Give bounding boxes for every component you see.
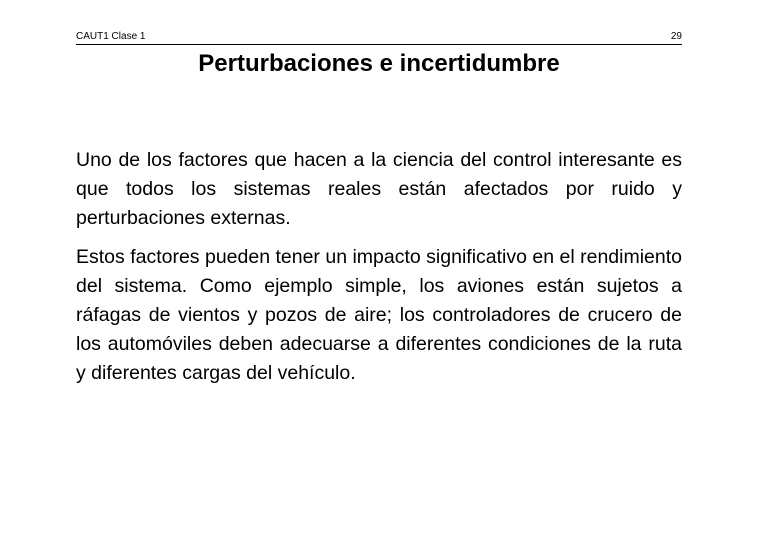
slide-body [76, 146, 682, 398]
course-label: CAUT1 Clase 1 [76, 31, 146, 42]
slide-title: Perturbaciones e incertidumbre [198, 50, 560, 77]
paragraph-2: Estos factores pueden tener un impacto significativo en el rendimiento del sistema. Como ejemplo simple, los aviones están sujetos a ráfagas de vientos y pozos de aire; los controladores de crucero de los automóviles deben adecuarse a diferentes condiciones de la ruta y diferentes cargas del vehículo. [76, 246, 682, 384]
page-header [76, 30, 682, 45]
paragraph-1: Uno de los factores que hacen a la ciencia del control interesante es que todos los sistemas reales están afectados por ruido y perturbaciones externas. [76, 149, 682, 229]
page-number: 29 [670, 31, 682, 42]
